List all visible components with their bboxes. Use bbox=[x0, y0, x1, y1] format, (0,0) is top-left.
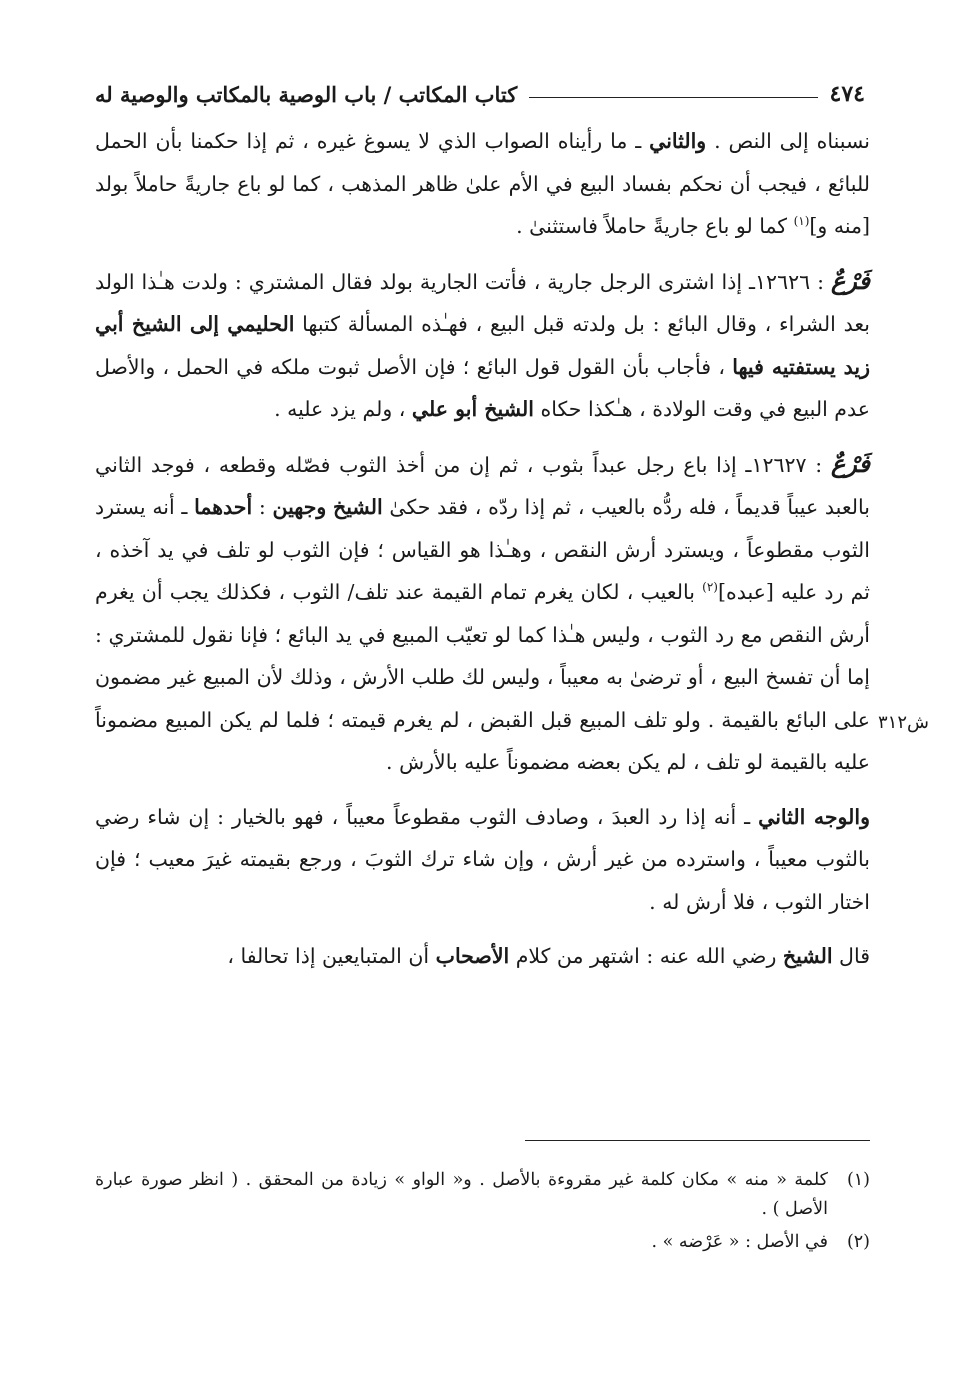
paragraph-2 bbox=[95, 260, 870, 431]
bold-term: وجهين bbox=[272, 495, 327, 519]
footnote-1 bbox=[95, 1166, 870, 1224]
text-run: ، ولم يزد عليه . bbox=[274, 397, 412, 421]
margin-manuscript-ref: ش٣١٢ bbox=[878, 712, 929, 733]
bold-term: أحدهما bbox=[194, 495, 253, 519]
footnote-2 bbox=[95, 1228, 870, 1257]
text-run: ـ ما رأيناه الصواب الذي لا يسوغ غيره ، ثم إذا حكمنا بأن الحمل للبائع ، فيجب أن نحكم بفساد البيع في الأم علىٰ ظاهر المذهب ، كما لو باع جاريةً حاملاً بولد [منه و] bbox=[95, 129, 870, 238]
text-run: ـ أنه يسترد الثوب مقطوعاً ، ويسترد أرش النقص ، وهـٰذا هو القياس ؛ فإن الثوب لو تلف في يد آخذه ، ثم رد عليه [عبده] bbox=[95, 495, 870, 604]
page-number: ٤٧٤ bbox=[829, 81, 865, 107]
footnotes bbox=[95, 1166, 870, 1257]
text-run: : ١٢٦٢٦ـ إذا اشترى الرجل جارية ، فأتت الجارية بولد فقال المشتري : ولدت هـٰذا الولد بعد الشراء ، وقال البائع : بل ولدته قبل البيع ، فهـٰذه المسألة كتبها bbox=[95, 269, 870, 336]
header-rule bbox=[529, 97, 817, 98]
text-run: بالعيب ، لكان يغرم تمام القيمة عند تلف/ الثوب ، فكذلك يجب أن يغرم أرش النقص مع رد الثوب ، وليس هـٰذا كما لو تعيّب المبيع في يد البائع ؛ فإنا نقول للمشتري : إما أن تفسخ البيع ، أو ترضىٰ به معيباً ، وليس لك طلب الأرش ، وذلك لأن المبيع غير مضمون على البائع بالقيمة . ولو تلف المبيع قبل القبض ، لم يغرم قيمته ؛ فلما لم يكن المبيع مضموناً عليه بالقيمة لو تلف ، لم يكن بعضه مضموناً عليه بالأرش . bbox=[95, 580, 870, 774]
paragraph-3 bbox=[95, 443, 870, 784]
footnote-separator bbox=[525, 1140, 870, 1141]
footnote-text: في الأصل : « عَرْضه » . bbox=[651, 1232, 828, 1252]
text-run bbox=[326, 495, 333, 519]
bold-term: والوجه الثاني bbox=[758, 804, 870, 829]
bold-term: والثاني bbox=[649, 129, 707, 153]
text-run: ، فأجاب بأن القول قول البائع ؛ فإن الأصل ثبوت ملكه في الحمل ، والأصل عدم البيع في وقت الولادة ، هـٰكذا حكاه bbox=[95, 354, 870, 421]
footnote-ref-2: (٢) bbox=[702, 580, 718, 595]
footnote-number: (١) bbox=[846, 1170, 870, 1190]
far-heading: فَرْعٌ bbox=[830, 448, 870, 478]
running-title: كتاب المكاتب / باب الوصية بالمكاتب والوصية له bbox=[95, 81, 518, 107]
text-run: كما لو باع جاريةً حاملاً فاستثنىٰ . bbox=[516, 214, 794, 238]
footnote-ref-1: (١) bbox=[793, 214, 810, 229]
bold-term: الأصحاب bbox=[435, 944, 510, 968]
paragraph-5 bbox=[95, 935, 870, 978]
paragraph-1 bbox=[95, 120, 870, 248]
bold-term: الشيخ أبو علي bbox=[411, 397, 534, 421]
footnote-number: (٢) bbox=[846, 1232, 870, 1252]
main-text bbox=[95, 120, 870, 990]
paragraph-4 bbox=[95, 796, 870, 924]
text-run: نسبناه إلى النص . bbox=[714, 129, 870, 153]
page-header bbox=[95, 78, 865, 110]
text-run: ـ أنه إذا رد العبدَ ، وصادف الثوب مقطوعاً معيباً ، فهو بالخيار : إن شاء رضي بالثوب معيباً ، واسترده من غير أرش ، وإن شاء ترك الثوبَ ، ورجع بقيمته غيرَ معيب ؛ فإن اختار الثوب ، فلا أرش له . bbox=[95, 804, 870, 914]
text-run: قال bbox=[832, 944, 870, 968]
text-run: أن المتبايعين إذا تحالفا ، bbox=[227, 944, 436, 968]
far-heading: فَرْعٌ bbox=[830, 265, 870, 295]
text-run: رضي الله عنه : اشتهر من كلام bbox=[509, 944, 783, 968]
bold-term: الشيخ bbox=[782, 944, 833, 968]
text-run: : bbox=[252, 495, 273, 519]
bold-term: الشيخ bbox=[333, 495, 383, 519]
footnote-text: كلمة « منه » مكان كلمة غير مقروءة بالأصل . و« الواو » زيادة من المحقق . ( انظر صورة عبارة الأصل ) . bbox=[95, 1170, 828, 1219]
text-run: : ١٢٦٢٧ـ إذا باع رجل عبداً بثوب ، ثم إن من أخذ الثوب فصّله وقطعه ، فوجد الثاني بالعبد عيباً قديماً ، فله ردُّه بالعيب ، ثم إذا ردّه ، فقد حكىٰ bbox=[95, 452, 870, 519]
bold-term: الحليمي إلى الشيخ أبي زيد يستفتيه فيها bbox=[95, 312, 870, 379]
